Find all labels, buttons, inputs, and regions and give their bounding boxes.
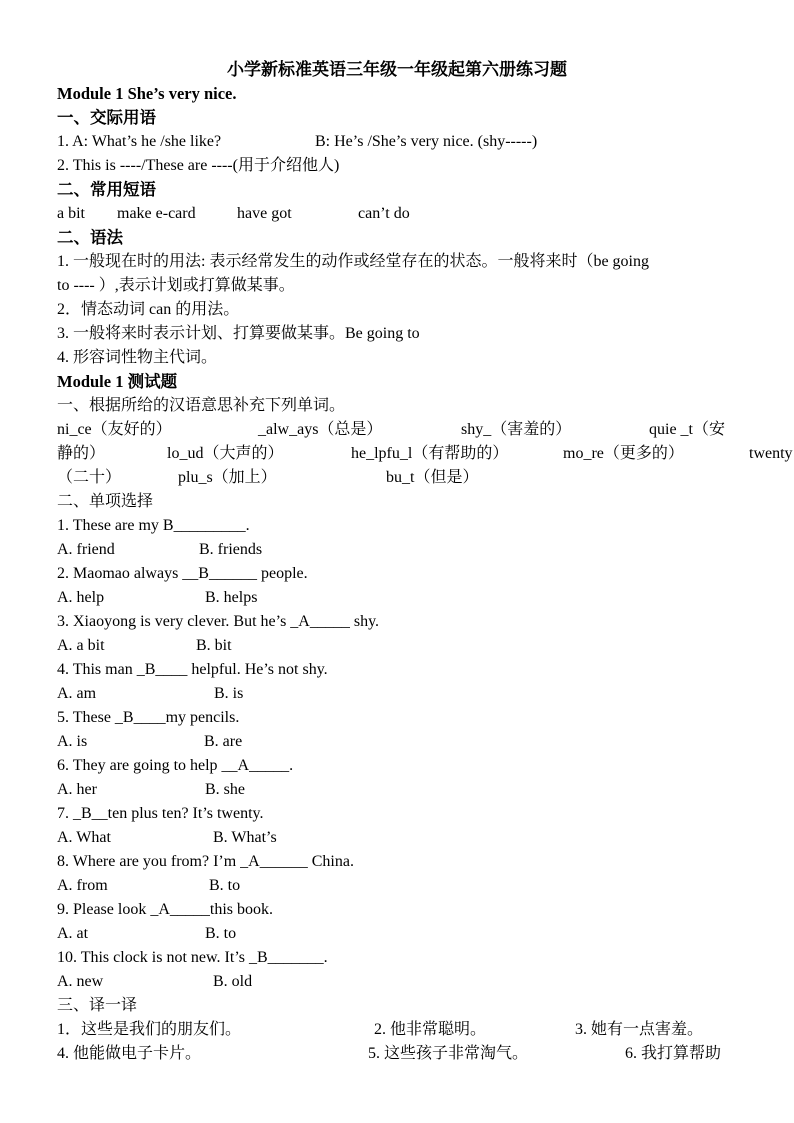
option-a: A. is	[57, 733, 88, 750]
option-a: A. am	[57, 685, 97, 702]
word-item: plu_s（加上）	[178, 469, 277, 486]
test-heading	[57, 372, 177, 392]
question-text: 2. Maomao always __B______ people.	[57, 565, 308, 582]
translate-item: 4. 他能做电子卡片。	[57, 1045, 202, 1062]
question-text: 1. These are my B_________.	[57, 517, 250, 534]
option-b: B. to	[205, 925, 237, 942]
section-heading-grammar: 二、语法	[57, 228, 123, 247]
word-item: _alw_ays（总是）	[258, 421, 383, 438]
word-item: bu_t（但是）	[386, 469, 479, 486]
word-item: mo_re（更多的）	[563, 445, 684, 462]
option-b: B. is	[214, 685, 244, 702]
translate-item: 1．这些是我们的朋友们。	[57, 1021, 242, 1038]
question-text: 8. Where are you from? I’m _A______ China.	[57, 853, 354, 870]
option-a: A. help	[57, 589, 105, 606]
phrase-1: a bit	[57, 205, 85, 222]
translate-item: 5. 这些孩子非常淘气。	[368, 1045, 529, 1062]
translate-item: 2. 他非常聪明。	[374, 1021, 487, 1038]
question-text: 9. Please look _A_____this book.	[57, 901, 273, 918]
test-heading-label: 测试题	[127, 372, 178, 391]
question-text: 5. These _B____my pencils.	[57, 709, 240, 726]
module-heading: Module 1 She’s very nice.	[57, 84, 237, 103]
section-heading-phrases: 二、常用短语	[57, 180, 156, 199]
option-a: A. What	[57, 829, 111, 846]
option-a: A. a bit	[57, 637, 105, 654]
translate-item: 6. 我打算帮助	[625, 1045, 722, 1062]
test-heading-module: Module 1	[57, 372, 124, 391]
section-heading-choice: 二、单项选择	[57, 493, 154, 510]
option-b: B. she	[205, 781, 245, 798]
dialogue-line-1b: B: He’s /She’s very nice. (shy-----)	[315, 133, 538, 150]
word-item: quie _t（安	[649, 421, 725, 438]
question-text: 10. This clock is not new. It’s _B_______.	[57, 949, 328, 966]
option-a: A. her	[57, 781, 97, 798]
option-b: B. friends	[199, 541, 263, 558]
grammar-line-3: 3. 一般将来时表示计划、打算要做某事。Be going to	[57, 325, 420, 342]
option-b: B. bit	[196, 637, 232, 654]
section-heading-words: 一、根据所给的汉语意思补充下列单词。	[57, 397, 346, 414]
word-item: lo_ud（大声的）	[167, 445, 284, 462]
grammar-line-1b: to ---- ）,表示计划或打算做某事。	[57, 277, 295, 294]
dialogue-line-1a: 1. A: What’s he /she like?	[57, 133, 222, 150]
option-a: A. new	[57, 973, 104, 990]
option-b: B. What’s	[213, 829, 277, 846]
word-item: he_lpfu_l（有帮助的）	[351, 445, 509, 462]
question-text: 6. They are going to help __A_____.	[57, 757, 294, 774]
phrase-4: can’t do	[358, 205, 410, 222]
section-heading-communication: 一、交际用语	[57, 108, 156, 127]
phrase-2: make e-card	[117, 205, 196, 222]
question-text: 3. Xiaoyong is very clever. But he’s _A_____ shy.	[57, 613, 380, 630]
grammar-line-2: 2．情态动词 can 的用法。	[57, 301, 240, 318]
option-b: B. old	[213, 973, 253, 990]
dialogue-line-2: 2. This is ----/These are ----(用于介绍他人)	[57, 157, 340, 174]
word-item: （二十）	[57, 469, 122, 486]
grammar-line-4: 4. 形容词性物主代词。	[57, 349, 218, 366]
option-b: B. are	[204, 733, 243, 750]
word-item: twenty	[749, 445, 793, 462]
document-title: 小学新标准英语三年级一年级起第六册练习题	[227, 60, 567, 79]
word-item: shy_（害羞的）	[461, 421, 572, 438]
section-heading-translate: 三、译一译	[57, 997, 138, 1014]
option-a: A. at	[57, 925, 89, 942]
option-b: B. to	[209, 877, 241, 894]
translate-item: 3. 她有一点害羞。	[575, 1021, 704, 1038]
option-a: A. from	[57, 877, 108, 894]
option-b: B. helps	[205, 589, 258, 606]
word-item: ni_ce（友好的）	[57, 421, 172, 438]
phrase-3: have got	[237, 205, 292, 222]
question-text: 7. _B__ten plus ten? It’s twenty.	[57, 805, 264, 822]
question-text: 4. This man _B____ helpful. He’s not shy.	[57, 661, 328, 678]
option-a: A. friend	[57, 541, 115, 558]
word-item: 静的）	[57, 445, 106, 462]
grammar-line-1: 1. 一般现在时的用法: 表示经常发生的动作或经堂存在的状态。一般将来时（be going	[57, 253, 649, 270]
